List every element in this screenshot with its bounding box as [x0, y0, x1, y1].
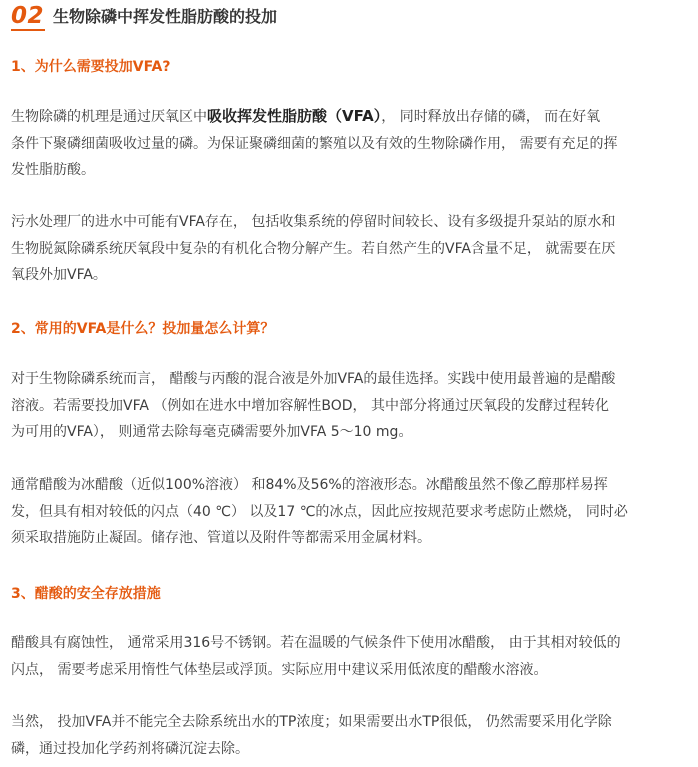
- emphasis-text: 吸收挥发性脂肪酸（VFA）: [207, 107, 382, 125]
- paragraph-line: 当然， 投加VFA并不能完全去除系统出水的TP浓度；如果需要出水TP很低， 仍然需要采用化学除: [11, 714, 612, 730]
- section-number: 02: [11, 3, 45, 29]
- paragraph-2-1: [11, 366, 689, 446]
- section-header: [11, 1, 277, 33]
- paragraph-line: 通常醋酸为冰醋酸（近似100%溶液） 和84%及56%的溶液形态。冰醋酸虽然不像乙醇那样易挥: [11, 477, 608, 493]
- paragraph-1-2: [11, 209, 689, 289]
- subheading-3: 3、醋酸的安全存放措施: [11, 586, 161, 602]
- paragraph-line: 污水处理厂的进水中可能有VFA存在， 包括收集系统的停留时间较长、设有多级提升泵站的原水和: [11, 214, 616, 230]
- paragraph-line: 生物脱氮除磷系统厌氧段中复杂的有机化合物分解产生。若自然产生的VFA含量不足， 就需要在厌: [11, 240, 616, 257]
- section-title: 生物除磷中挥发性脂肪酸的投加: [53, 7, 278, 26]
- paragraph-3-1: [11, 630, 689, 683]
- paragraph-line: 对于生物除磷系统而言， 醋酸与丙酸的混合液是外加VFA的最佳选择。实践中使用最普遍的是醋酸: [11, 371, 616, 387]
- subheading-1: 1、为什么需要投加VFA?: [11, 59, 171, 75]
- paragraph-line: 发，但具有相对较低的闪点（40 ℃） 以及17 ℃的冰点，因此应按规范要求考虑防止燃烧， 同时必: [11, 503, 628, 520]
- paragraph-line: 须采取措施防止凝固。储存池、管道以及附件等都需采用金属材料。: [11, 530, 431, 546]
- subheading-2: 2、常用的VFA是什么？投加量怎么计算？: [11, 321, 275, 337]
- paragraph-line: [11, 103, 689, 131]
- paragraph-line: 发性脂肪酸。: [11, 162, 95, 178]
- paragraph-line: 条件下聚磷细菌吸收过量的磷。为保证聚磷细菌的繁殖以及有效的生物除磷作用， 需要有充足的挥: [11, 135, 618, 152]
- text-run: 生物除磷的机理是通过厌氧区中: [11, 109, 207, 125]
- paragraph-line: 闪点， 需要考虑采用惰性气体垫层或浮顶。实际应用中建议采用低浓度的醋酸水溶液。: [11, 661, 548, 678]
- text-run: ， 同时释放出存储的磷， 而在好氧: [381, 109, 601, 125]
- paragraph-1-1: [11, 103, 689, 184]
- paragraph-line: 醋酸具有腐蚀性， 通常采用316号不锈钢。若在温暖的气候条件下使用冰醋酸， 由于其相对较低的: [11, 635, 621, 651]
- paragraph-line: 氧段外加VFA。: [11, 267, 107, 283]
- paragraph-3-2: [11, 709, 689, 762]
- paragraph-line: 磷，通过投加化学药剂将磷沉淀去除。: [11, 740, 249, 757]
- paragraph-line: 为可用的VFA）， 则通常去除每毫克磷需要外加VFA 5～10 mg。: [11, 424, 413, 440]
- paragraph-2-2: [11, 472, 689, 552]
- paragraph-line: 溶液。若需要投加VFA （例如在进水中增加容解性BOD， 其中部分将通过厌氧段的发酵过程转化: [11, 397, 609, 414]
